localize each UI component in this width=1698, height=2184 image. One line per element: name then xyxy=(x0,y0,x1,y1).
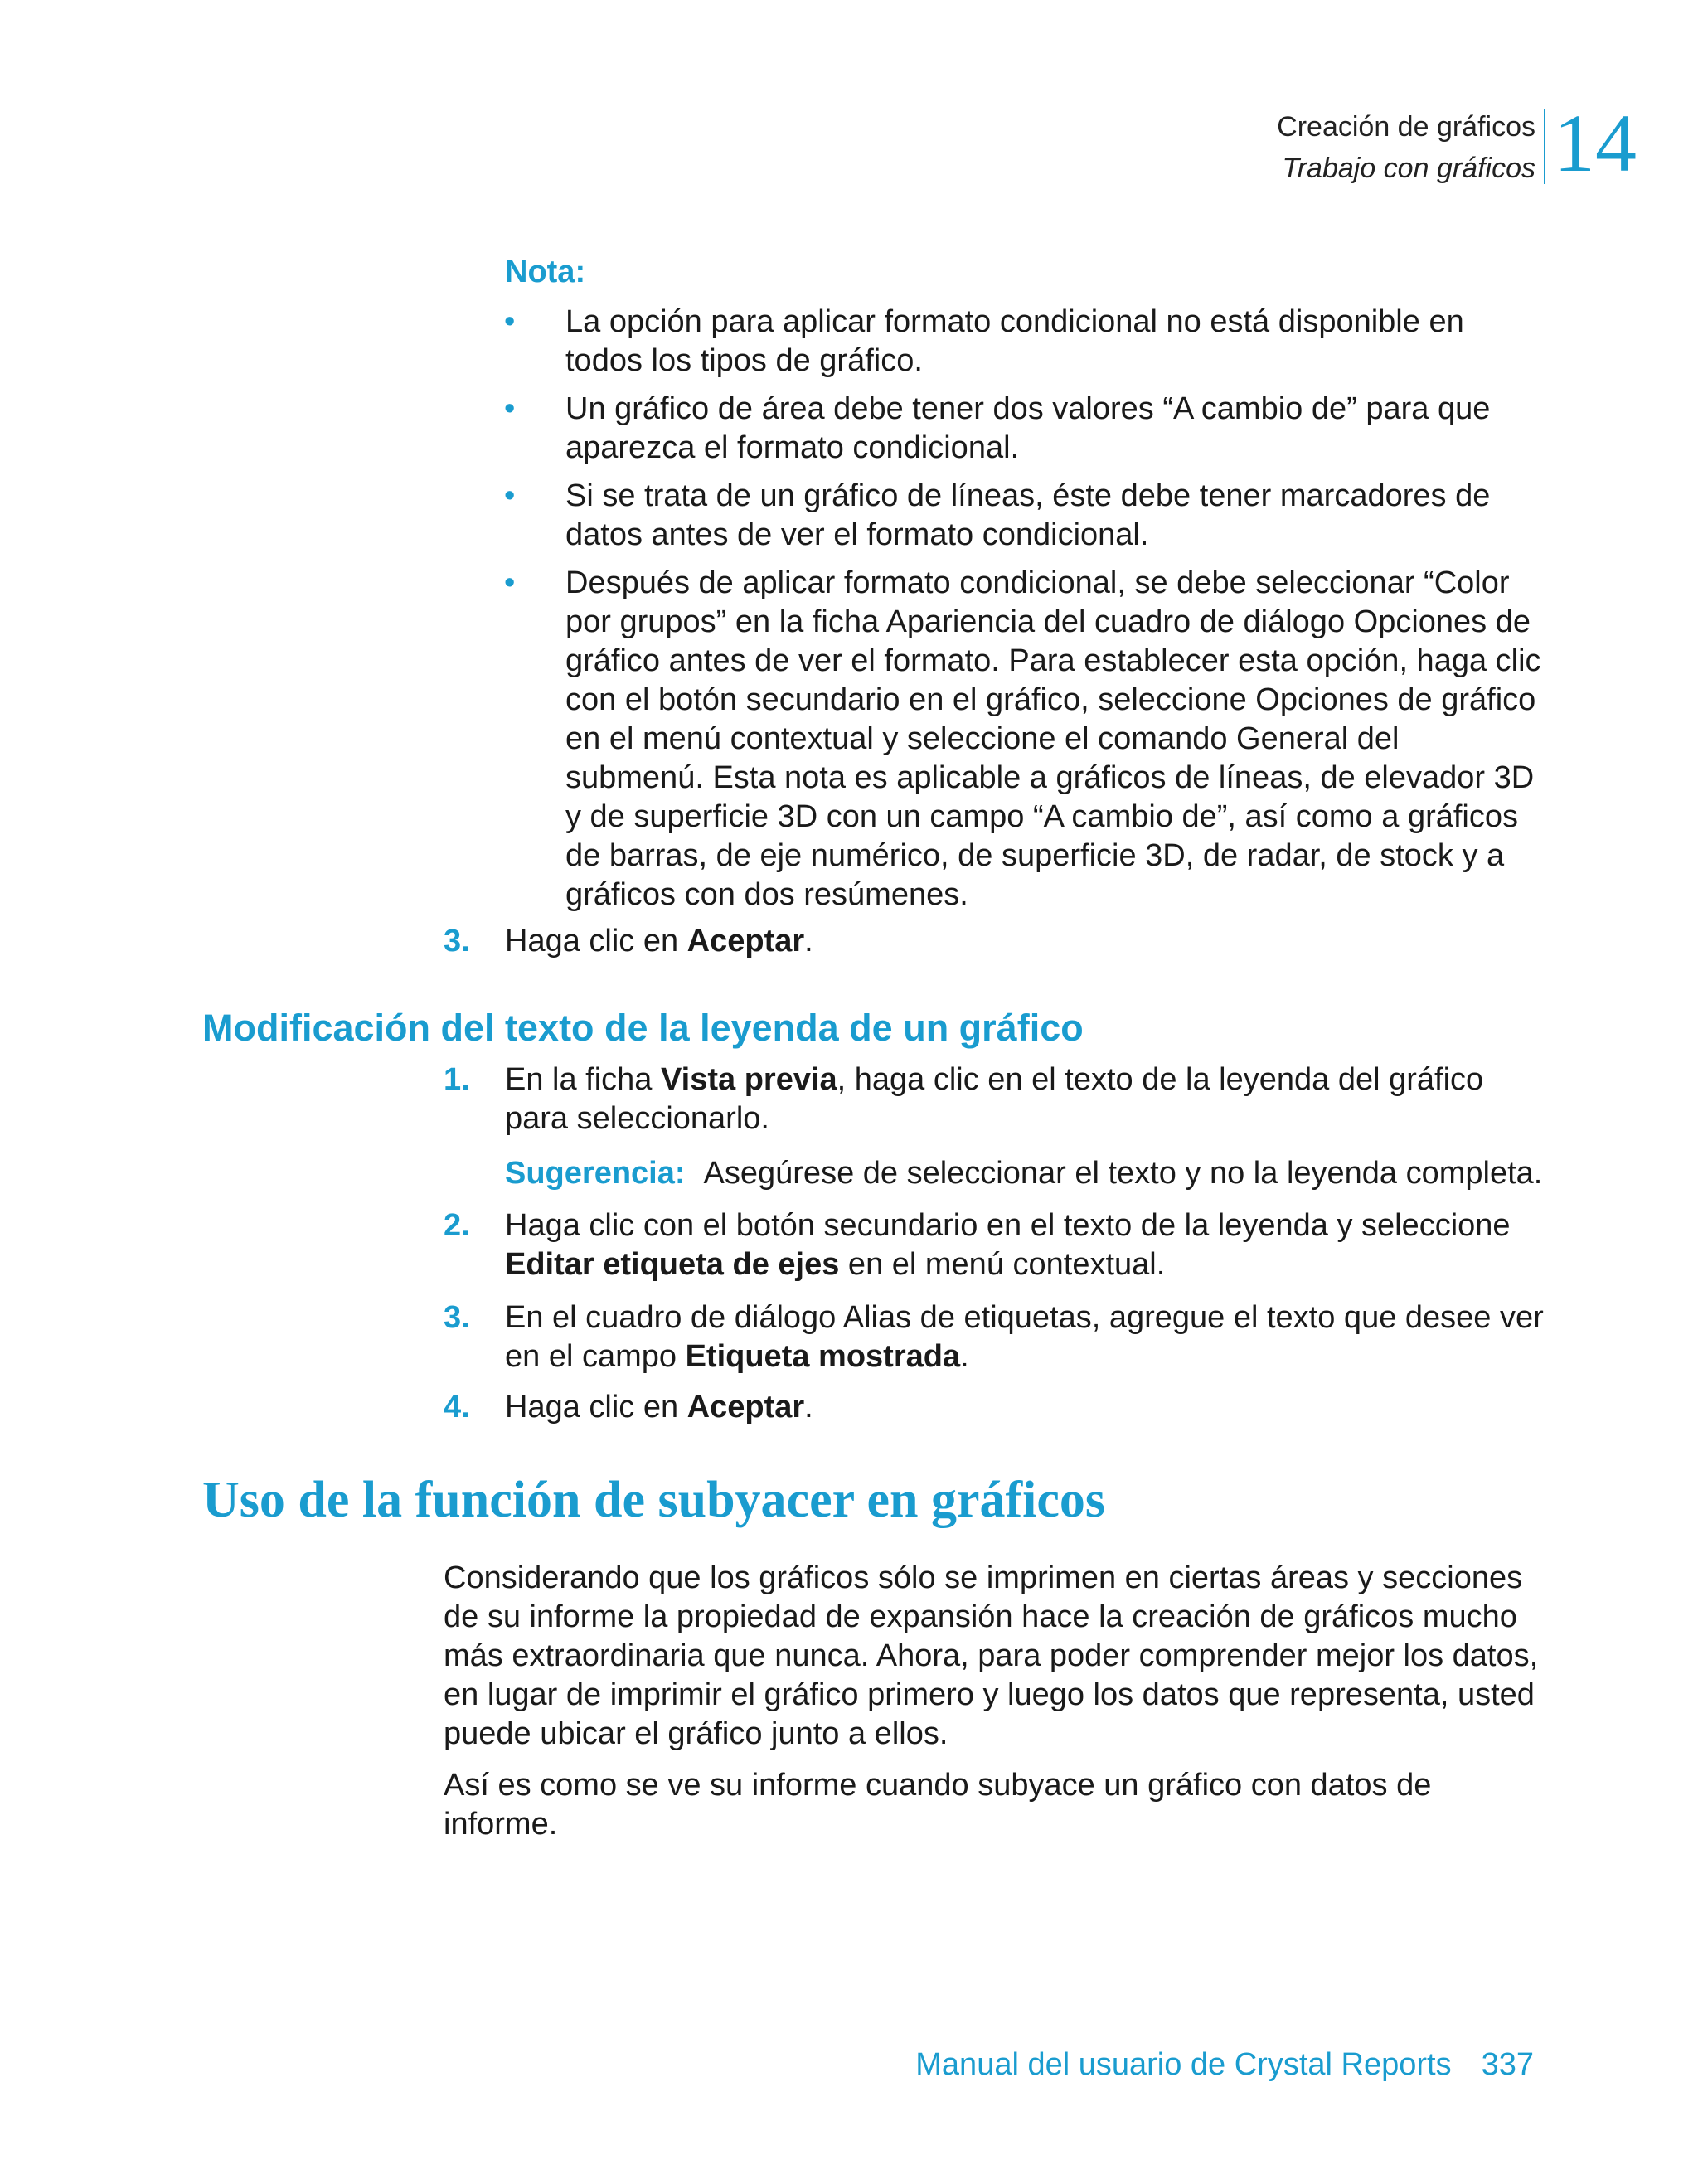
bullet-icon: • xyxy=(504,478,516,513)
paragraph: Considerando que los gráficos sólo se imprimen en ciertas áreas y secciones de su informe la propiedad de expansión hace la creación de gráficos mucho más extraordinaria que nunca. Ahora, para poder comprender mejor los datos, en lugar de imprimir el gráfico primero y luego los datos que representa, usted puede ubicar el gráfico junto a ellos. xyxy=(444,1560,1539,1751)
manual-title: Manual del usuario de Crystal Reports xyxy=(915,2047,1452,2082)
step-text-prefix: Haga clic con el botón secundario en el texto de la leyenda y seleccione xyxy=(505,1208,1511,1243)
step-text-prefix: Haga clic en xyxy=(505,924,687,959)
step-text-prefix: Haga clic en xyxy=(505,1390,687,1424)
note-bullet: Un gráfico de área debe tener dos valores “A cambio de” para que aparezca el formato condicional. xyxy=(565,391,1491,465)
page-number: 337 xyxy=(1481,2047,1534,2082)
main-heading: Uso de la función de subyacer en gráficos xyxy=(202,1472,1106,1528)
page-footer xyxy=(915,2045,1534,2085)
tip-text: Asegúrese de seleccionar el texto y no la leyenda completa. xyxy=(703,1156,1543,1191)
step-text-suffix: . xyxy=(804,1390,813,1424)
paragraph: Así es como se ve su informe cuando subyace un gráfico con datos de informe. xyxy=(444,1768,1432,1842)
step-text-bold: Vista previa xyxy=(661,1062,837,1097)
step-text xyxy=(505,1206,1550,1284)
bullet-icon: • xyxy=(504,304,516,339)
step-number: 2. xyxy=(444,1208,470,1243)
chapter-number: 14 xyxy=(1554,97,1637,189)
step-number: 3. xyxy=(444,1300,470,1335)
step-text-bold: Etiqueta mostrada xyxy=(685,1339,961,1374)
step-number: 1. xyxy=(444,1062,470,1097)
step-text xyxy=(505,1060,1550,1138)
step-text-suffix: , haga clic en el texto de la leyenda del gráfico para seleccionarlo. xyxy=(505,1062,1484,1136)
note-label: Nota: xyxy=(505,255,586,289)
step-text-suffix: . xyxy=(804,924,813,959)
step-number: 4. xyxy=(444,1390,470,1424)
step-text-suffix: . xyxy=(960,1339,969,1374)
running-header xyxy=(1277,106,1535,189)
step-text-bold: Aceptar xyxy=(686,924,805,959)
step-text-bold: Aceptar xyxy=(686,1390,805,1424)
header-divider xyxy=(1544,109,1545,184)
step-text-bold: Editar etiqueta de ejes xyxy=(505,1247,840,1282)
step-text-prefix: En la ficha xyxy=(505,1062,661,1097)
chapter-title: Creación de gráficos xyxy=(1277,111,1535,143)
step-number: 3. xyxy=(444,924,470,959)
step-text xyxy=(505,1388,1550,1427)
note-bullet: Si se trata de un gráfico de líneas, éste debe tener marcadores de datos antes de ver el formato condicional. xyxy=(565,478,1491,552)
step-text-suffix: en el menú contextual. xyxy=(839,1247,1166,1282)
note-bullet: La opción para aplicar formato condicional no está disponible en todos los tipos de gráfico. xyxy=(565,304,1464,378)
bullet-icon: • xyxy=(504,391,516,426)
step-text xyxy=(505,922,1550,961)
step-text-prefix: En el cuadro de diálogo Alias de etiquetas, agregue el texto que desee ver en el campo xyxy=(505,1300,1544,1374)
section-heading: Modificación del texto de la leyenda de un gráfico xyxy=(202,1007,1084,1049)
tip-label: Sugerencia: xyxy=(505,1156,686,1191)
section-title: Trabajo con gráficos xyxy=(1282,153,1535,184)
note-bullet: Después de aplicar formato condicional, se debe seleccionar “Color por grupos” en la ficha Apariencia del cuadro de diálogo Opciones de gráfico antes de ver el formato. Para establecer esta opción, haga clic con el botón secundario en el gráfico, seleccione Opciones de gráfico en el menú contextual y seleccione el comando General del submenú. Esta nota es aplicable a gráficos de líneas, de elevador 3D y de superficie 3D con un campo “A cambio de”, así como a gráficos de barras, de eje numérico, de superficie 3D, de radar, de stock y a gráficos con dos resúmenes. xyxy=(565,565,1541,912)
tip xyxy=(505,1154,1550,1193)
step-text xyxy=(505,1298,1550,1376)
bullet-icon: • xyxy=(504,565,516,600)
